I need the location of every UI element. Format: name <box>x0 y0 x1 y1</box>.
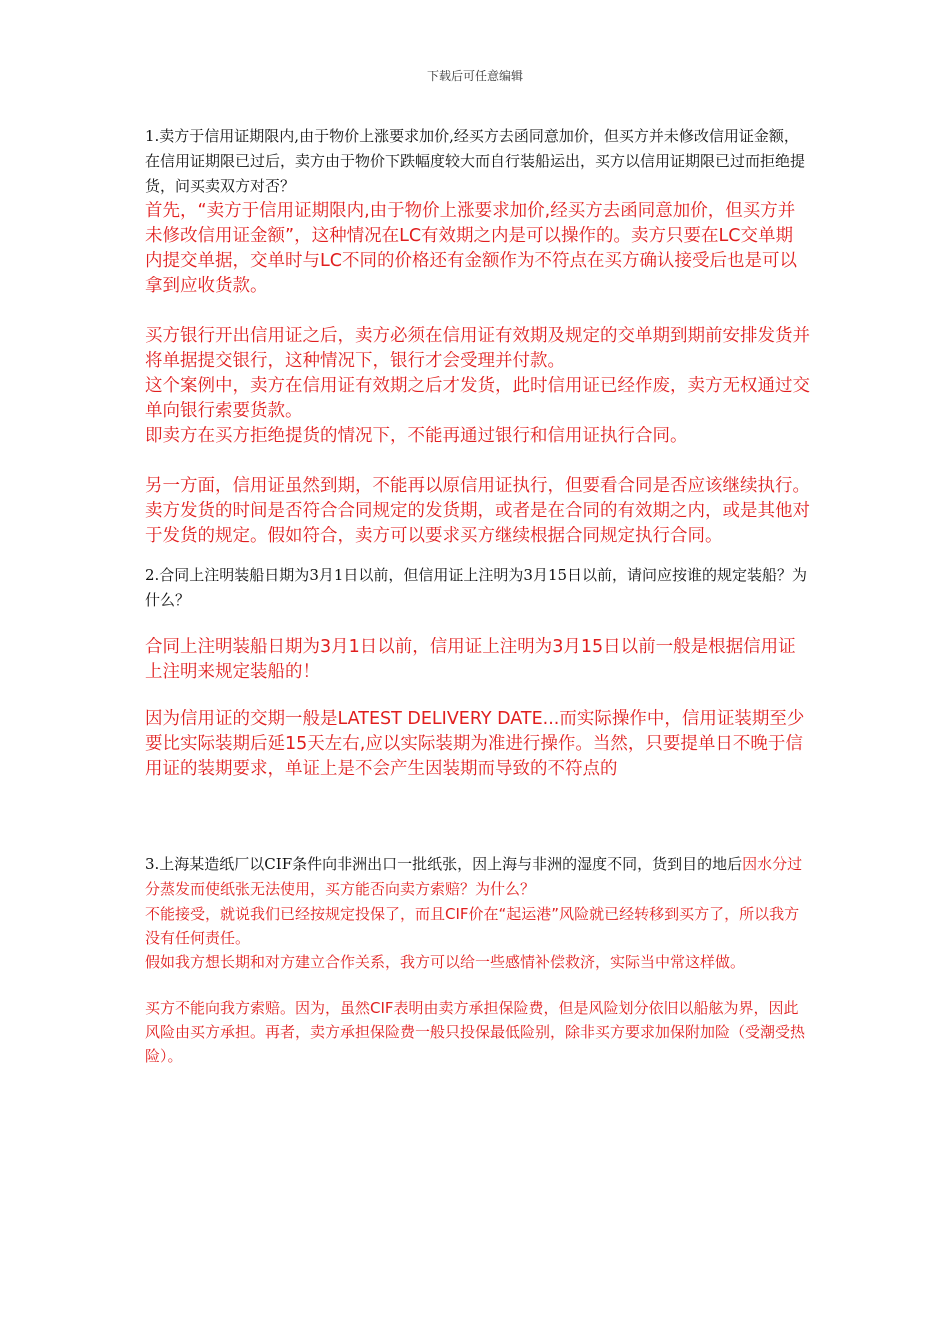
document-body <box>145 124 810 1068</box>
question-2: 2.合同上注明装船日期为3月1日以前，但信用证上注明为3月15日以前，请问应按谁的规定装船？为什么？ <box>145 566 808 609</box>
answer-1-paragraph-1: 首先，“卖方于信用证期限内,由于物价上涨要求加价,经买方去函同意加价，但买方并未修改信用证金额”，这种情况在LC有效期之内是可以操作的。卖方只要在LC交单期内提交单据，交单时与LC不同的价格还有金额作为不符点在买方确认接受后也是可以拿到应收货款。 <box>145 201 797 296</box>
answer-1-paragraph-4: 即卖方在买方拒绝提货的情况下，不能再通过银行和信用证执行合同。 <box>145 426 688 446</box>
question-3-red-text: 因水分过分蒸发而使纸张无法使用，买方能否向卖方索赔？为什么？ <box>145 855 803 898</box>
spacer <box>145 299 810 324</box>
answer-3-paragraph-1: 不能接受，就说我们已经按规定投保了，而且CIF价在“起运港”风险就已经转移到买方了，所以我方没有任何责任。 <box>145 905 800 947</box>
question-3-text: 3.上海某造纸厂以CIF条件向非洲出口一批纸张，因上海与非洲的湿度不同，货到目的地后 <box>145 855 743 873</box>
answer-2-paragraph-1: 合同上注明装船日期为3月1日以前，信用证上注明为3月15日以前一般是根据信用证上注明来规定装船的！ <box>145 637 796 682</box>
question-3 <box>145 852 810 902</box>
spacer <box>145 613 810 635</box>
answer-1-paragraph-2: 买方银行开出信用证之后，卖方必须在信用证有效期及规定的交单期到期前安排发货并将单据提交银行，这种情况下，银行才会受理并付款。 <box>145 326 810 371</box>
answer-1-paragraph-5: 另一方面，信用证虽然到期，不能再以原信用证执行，但要看合同是否应该继续执行。卖方发货的时间是否符合合同规定的发货期，或者是在合同的有效期之内，或是其他对于发货的规定。假如符合，卖方可以要求买方继续根据合同规定执行合同。 <box>145 476 810 546</box>
answer-2-paragraph-2: 因为信用证的交期一般是LATEST DELIVERY DATE...而实际操作中，信用证装期至少要比实际装期后延15天左右,应以实际装期为准进行操作。当然，只要提单日不晚于信用证的装期要求，单证上是不会产生因装期而导致的不符点的 <box>145 709 805 779</box>
answer-1-paragraph-3: 这个案例中，卖方在信用证有效期之后才发货，此时信用证已经作废，卖方无权通过交单向银行索要货款。 <box>145 376 810 421</box>
question-1: 1.卖方于信用证期限内,由于物价上涨要求加价,经买方去函同意加价，但买方并未修改信用证金额，在信用证期限已过后，卖方由于物价下跌幅度较大而自行装船运出，买方以信用证期限已过而拒绝提货，问买卖双方对否？ <box>145 127 806 195</box>
spacer <box>145 782 810 852</box>
spacer <box>145 549 810 563</box>
spacer <box>145 685 810 707</box>
answer-3-paragraph-3: 买方不能向我方索赔。因为，虽然CIF表明由卖方承担保险费，但是风险划分依旧以船舷为界，因此风险由买方承担。再者，卖方承担保险费一般只投保最低险别，除非买方要求加保附加险（受潮受热险）。 <box>145 999 806 1065</box>
page-header: 下载后可任意编辑 <box>426 69 523 83</box>
spacer <box>145 974 810 996</box>
spacer <box>145 449 810 474</box>
answer-3-paragraph-2: 假如我方想长期和对方建立合作关系，我方可以给一些感情补偿救济，实际当中常这样做。 <box>145 953 746 971</box>
